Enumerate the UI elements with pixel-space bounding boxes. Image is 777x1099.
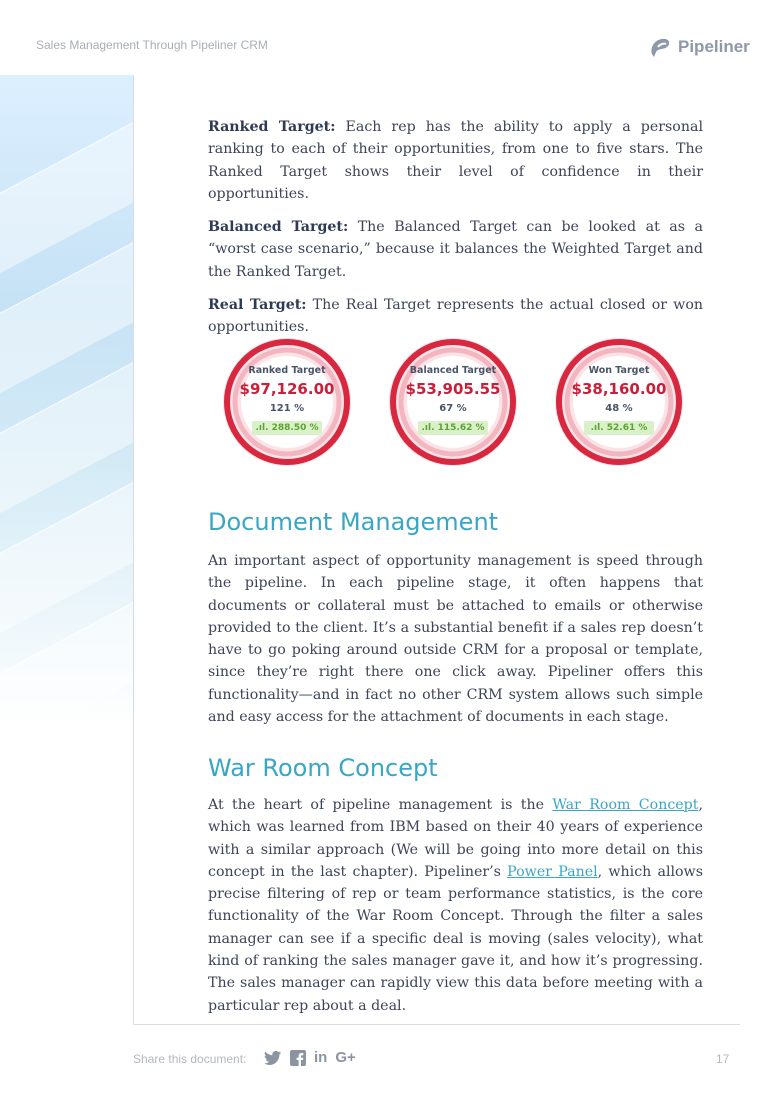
pipeliner-logo-icon	[648, 36, 672, 58]
share-label: Share this document:	[133, 1052, 247, 1066]
gauge-trend: .ıl. 288.50 %	[252, 421, 322, 435]
real-target-text: The Real Target represents the actual closed or won opportunities.	[208, 297, 703, 336]
side-border	[133, 75, 134, 1025]
document-management-body	[208, 550, 703, 728]
definitions-section	[208, 116, 703, 339]
ranked-target-definition	[208, 116, 703, 205]
balanced-target-term: Balanced Target:	[208, 219, 349, 236]
war-room-text-2: , which was learned from IBM based on their 40 years of experience with a similar approach (We will be going into more detail on this concept in the last chapter). Pipeliner’s	[208, 797, 703, 880]
war-room-text-1: At the heart of pipeline management is the	[208, 797, 553, 813]
balanced-target-text: The Balanced Target can be looked at as a “worst case scenario,” because it balances the Weighted Target and the Ranked Target.	[208, 219, 703, 280]
balanced-target-definition	[208, 216, 703, 283]
footer-divider	[133, 1024, 740, 1025]
gauge-value: $38,160.00	[571, 380, 667, 398]
war-room-heading: War Room Concept	[208, 754, 438, 782]
pipeliner-logo[interactable]	[648, 36, 750, 58]
gauge-label: Ranked Target	[248, 365, 326, 376]
gauge-value: $97,126.00	[239, 380, 335, 398]
ranked-target-text: Each rep has the ability to apply a personal ranking to each of their opportunities, from one to five stars. The Ranked Target shows their level of confidence in their opportunities.	[208, 119, 703, 202]
gauge-percent: 48 %	[605, 403, 633, 414]
header-title: Sales Management Through Pipeliner CRM	[36, 38, 268, 52]
linkedin-icon[interactable]: in	[314, 1049, 328, 1066]
real-target-term: Real Target:	[208, 297, 307, 314]
gauge-trend: .ıl. 115.62 %	[418, 421, 488, 435]
google-plus-icon[interactable]: G+	[335, 1049, 356, 1066]
war-room-paragraph	[208, 794, 703, 1017]
gauge-percent: 121 %	[269, 403, 305, 414]
gauge-ring	[550, 335, 688, 469]
power-panel-link[interactable]: Power Panel	[507, 863, 598, 880]
war-room-concept-link[interactable]: War Room Concept	[552, 797, 699, 813]
gauge-label: Won Target	[588, 365, 650, 376]
decorative-side-image	[0, 75, 134, 725]
logo-text: Pipeliner	[678, 37, 750, 56]
real-target-definition	[208, 294, 703, 339]
war-room-text-3: , which allows precise filtering of rep or team performance statistics, is the core functionality of the War Room Concept. Through the filter a sales manager can see if a specific deal is moving (sales velocity), what kind of ranking the sales manager gave it, and how it’s progressing. The sales manager can rapidly view this data before meeting with a particular rep about a deal.	[208, 863, 703, 1014]
war-room-body	[208, 794, 703, 1017]
twitter-icon[interactable]	[264, 1050, 282, 1066]
gauge-value: $53,905.55	[405, 380, 501, 398]
gauge-balanced-target	[384, 335, 522, 469]
share-icons	[264, 1049, 356, 1066]
gauge-won-target	[550, 335, 688, 469]
target-gauges	[218, 335, 698, 475]
gauge-trend: .ıl. 52.61 %	[584, 421, 654, 435]
gauge-ranked-target	[218, 335, 356, 469]
document-management-paragraph: An important aspect of opportunity management is speed through the pipeline. In each pipeline stage, it often happens that documents or collateral must be attached to emails or otherwise provided to the client. It’s a substantial benefit if a sales rep doesn’t have to go poking around outside CRM for a proposal or template, since they’re right there one click away. Pipeliner offers this functionality—and in fact no other CRM system allows such simple and easy access for the attachment of documents in each stage.	[208, 553, 703, 726]
ranked-target-term: Ranked Target:	[208, 119, 336, 135]
gauge-ring	[218, 335, 356, 469]
facebook-icon[interactable]	[290, 1050, 306, 1066]
gauge-label: Balanced Target	[409, 365, 497, 376]
gauge-ring	[384, 335, 522, 469]
gauge-percent: 67 %	[439, 403, 467, 414]
document-management-heading: Document Management	[208, 508, 499, 536]
page-number: 17	[716, 1052, 730, 1066]
